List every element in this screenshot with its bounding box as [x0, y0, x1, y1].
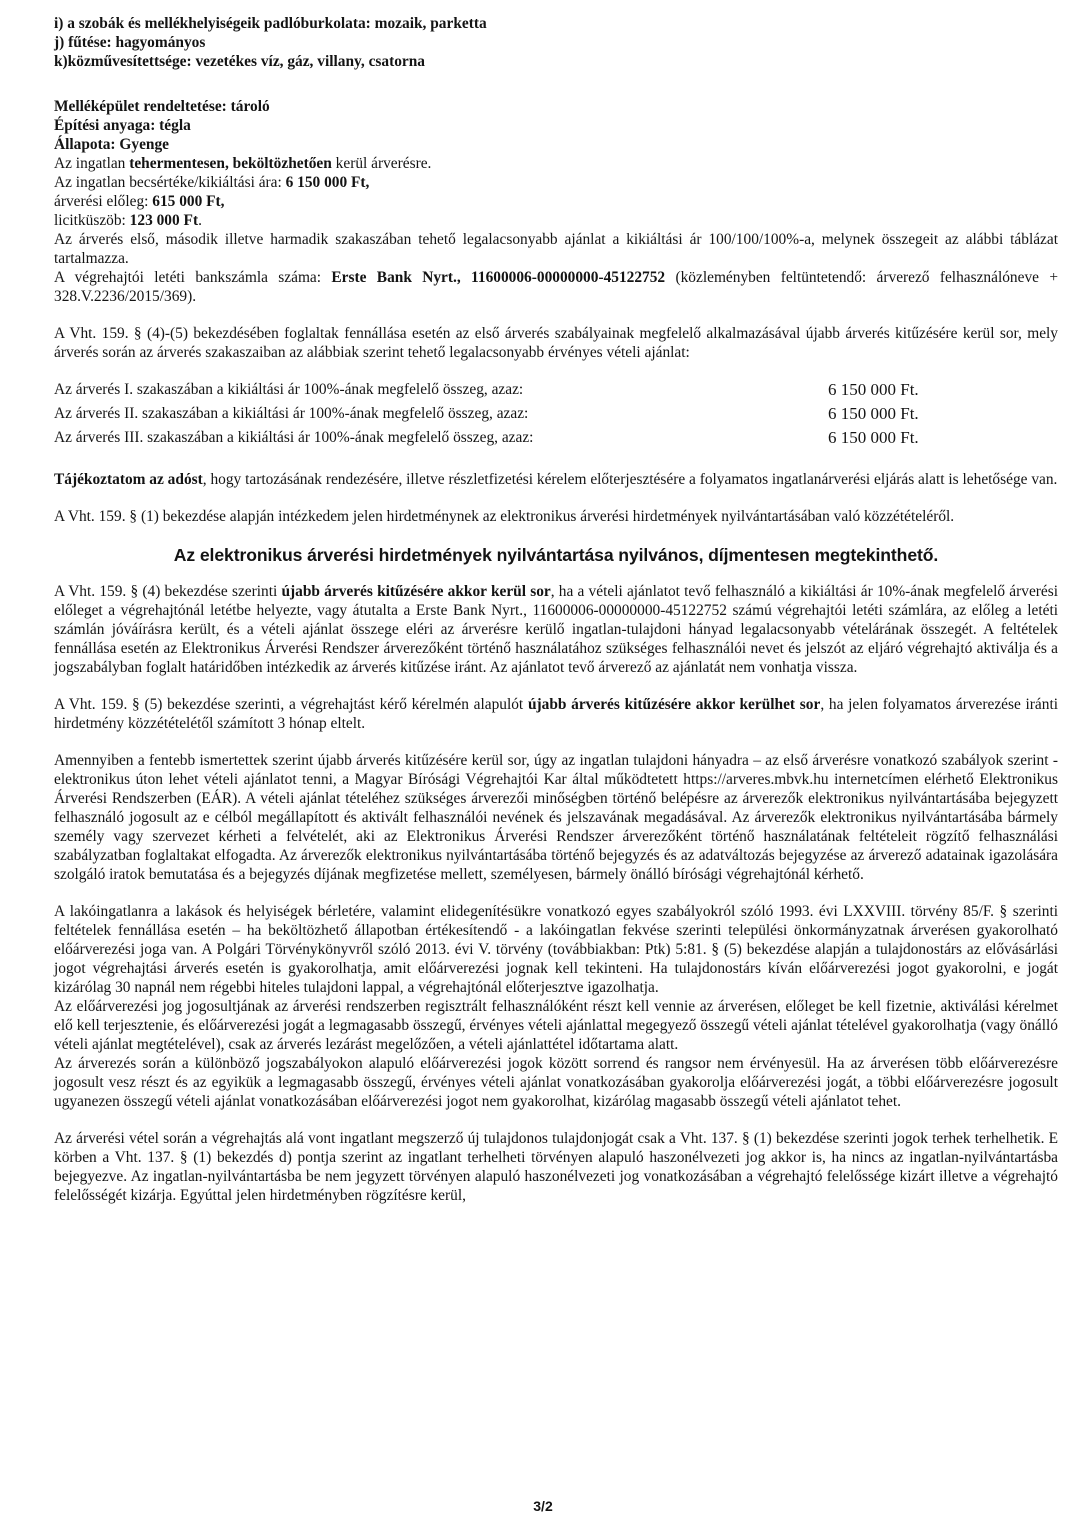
encumbrance-paragraph: Az árverési vétel során a végrehajtás alá vont ingatlant megszerző új tulajdonos tulajdonjogát csak a Vht. 137. § (1) bekezdése szerinti jogok terhek terhelhetik. E körben a Vht. 137. § (1) bekezdés d) pontja szerint az ingatlant terhelheti törvényen alapuló haszonélvezeti jog akkor is, ha nincs az ingatlan-nyilvántartásba bejegyezve. Az ingatlan-nyilvántartásba be nem jegyzett törvényen alapuló haszonélvezeti jog vonatkozásában a végrehajtó felelőssége kizárt illetve a végrehajtó felelősségét kizárja. Egyúttal jelen hirdetményben rögzítésre kerül, — [54, 1130, 1058, 1204]
new-auction-paragraph: A Vht. 159. § (4)-(5) bekezdésében foglaltak fennállása esetén az első árverés szabályainak megfelelő alkalmazásával újabb árverés kitűzésére kerül sor, mely árverés során az árverés szakaszaiban az alábbiak szerint tehető legalacsonyabb érvényes vételi ajánlat: — [54, 325, 1058, 361]
ranking-paragraph: Az árverezés során a különböző jogszabályokon alapuló előárverezési jogok között sorrend és rangsor nem érvényesül. Ha az árverésen több előárverezésre jogosult vesz részt és az egyikük a legmagasabb összegű, érvényes vételi ajánlat vonatkozásában gyakorolja előárverezési jogát, a többi előárverezésre jogosult ugyanezen összegű vételi ajánlat vonatkozásában előárverezési jogot nem gyakorolhat, kizárólag magasabb összegű vételi ajánlatot tehet. — [54, 1055, 1058, 1110]
ear-paragraph: Amennyiben a fentebb ismertettek szerint újabb árverés kitűzésére kerül sor, úgy az ingatlan tulajdoni hányadra – az első árverésre vonatkozó szabályok szerint - elektronikus úton lehet vételi ajánlatot tenni, a Magyar Bírósági Végrehajtói Kar által működtetett https://arveres.mbvk.hu internetcímen elérhető Elektronikus Árverési Rendszerben (EÁR). A vételi ajánlat tételéhez szükséges árverezői minőségben történő belépésre az árverezők elektronikus nyilvántartásába bejegyzett felhasználó jogosult az e célból megállapított és aktivált felhasználói nevének és jelszavának megadásával. Az árverezők elektronikus nyilvántartásába bármely személy vagy szervezet kérheti a felvételét, aki az Elektronikus Árverési Rendszer árverezőként történő használatának feltételeit rögzítő felhasználási szabályzatban foglaltakat elfogadta. Az árverezők elektronikus nyilvántartásába történő bejegyzés és az adatváltozás bejegyzése az árverező adatainak igazolására szolgáló iratok bemutatása és a bejegyzés díjának megfizetése mellett, személyesen, bármely önálló bírósági végrehajtónál kérhető. — [54, 752, 1058, 883]
registry-heading: Az elektronikus árverési hirdetmények nyilvántartása nyilvános, díjmentesen megtekinthető. — [173, 545, 939, 565]
stages-table — [54, 380, 1058, 452]
debtor-notice: Tájékoztatom az adóst, hogy tartozásának rendezésére, illetve részletfizetési kérelem előterjesztésére a folyamatos ingatlanárverési eljárás alatt is lehetősége van. — [54, 471, 1058, 488]
sale-status: Az ingatlan tehermentesen, beköltözhetően kerül árverésre. — [54, 155, 432, 172]
stage-amount: 6 150 000 Ft. — [828, 404, 919, 423]
stages-intro: Az árverés első, második illetve harmadik szakaszában tehető legalacsonyabb ajánlat a kikiáltási ár 100/100/100%-a, melynek összegeit az alábbi táblázat tartalmazza. — [54, 231, 1058, 267]
publication-paragraph: A Vht. 159. § (1) bekezdése alapján intézkedem jelen hirdetménynek az elektronikus árverési hirdetmények nyilvántartásában való közzétételéről. — [54, 508, 955, 525]
outbuilding-purpose: Melléképület rendeltetése: tároló — [54, 98, 270, 115]
stage-amount: 6 150 000 Ft. — [828, 380, 919, 399]
stage-row — [54, 428, 1058, 452]
bank-account-line: A végrehajtói letéti bankszámla száma: Erste Bank Nyrt., 11600006-00000000-45122752 (közleményben feltüntetendő: árverező felhasználóneve + 328.V.2236/2015/369). — [54, 269, 1059, 305]
outbuilding-material: Építési anyaga: tégla — [54, 117, 191, 134]
stage-label: Az árverés II. szakaszában a kikiáltási ár 100%-ának megfelelő összeg, azaz: — [54, 405, 529, 422]
preemption-paragraph: Az előárverezési jog jogosultjának az árverési rendszerben regisztrált felhasználóként részt kell vennie az árverésen, előleget be kell fizetnie, aktiválási kérelmet elő kell terjesztenie, és előárverezési jogát a legmagasabb összegű, érvényes vételi ajánlattal megegyező összegű vételi ajánlat tételével gyakorolhatja (vagy önálló vételi ajánlat megtételével), csak az árverés lezárást megelőzően, a vételi ajánlattétel időtartama alatt. — [54, 998, 1058, 1053]
heating-line: j) fűtése: hagyományos — [54, 34, 206, 51]
stage-row — [54, 404, 1058, 428]
floor-line: i) a szobák és mellékhelyiségeik padlóburkolata: mozaik, parketta — [54, 15, 487, 32]
utilities-line: k)közművesítettsége: vezetékes víz, gáz, villany, csatorna — [54, 53, 425, 70]
housing-law-paragraph: A lakóingatlanra a lakások és helyiségek bérletére, valamint elidegenítésükre vonatkozó egyes szabályokról szóló 1993. évi LXXVIII. törvény 85/F. § szerinti feltételek fennállása esetén – ha beköltözhető állapotban értékesítendő - a lakóingatlan fekvése szerinti települési önkormányzatnak árverésen gyakorolható előárverezési joga van. A Polgári Törvénykönyvről szóló 2013. évi V. törvény (továbbiakban: Ptk) 5:81. § (5) bekezdése alapján a tulajdonostárs az elővásárlási jogot végrehajtási árverés esetén is gyakorolhatja, amit előárverezési jognak kell tekinteni. Ha tulajdonostárs kíván előárverezési jogot gyakorolni, e jogát kizárólag 30 napnál nem régebbi hiteles tulajdoni lappal, a végrehajtónál előterjesztve igazolhatja. — [54, 903, 1058, 996]
document-page — [54, 14, 1058, 1205]
page-number: 3/2 — [533, 1498, 553, 1514]
vht-159-4-paragraph: A Vht. 159. § (4) bekezdése szerinti újabb árverés kitűzésére akkor kerül sor, ha a vételi ajánlatot tevő felhasználó a kikiáltási ár 10%-ának megfelelő árverési előleget a végrehajtónál letétbe helyezte, vagy átutalta a Erste Bank Nyrt., 11600006-00000000-45122752 számú végrehajtói letéti számlára, az előleg a letéti számlán jóváírásra került, és a vételi ajánlat összege eléri az árverésre kerülő ingatlan-tulajdoni hányad legalacsonyabb vételárának összegét. A feltételek fennállása esetén az Elektronikus Árverési Rendszer árverezőként történő használatához szükséges felhasználói nevet és jelszót az eljáró végrehajtó aktiválja és a jogszabályban foglalt határidőben intézkedik az árverés kitűzése iránt. Az ajánlatot tevő árverező az ajánlatát nem vonhatja vissza. — [54, 583, 1058, 676]
bid-step-line: licitküszöb: 123 000 Ft. — [54, 212, 202, 229]
stage-label: Az árverés I. szakaszában a kikiáltási ár 100%-ának megfelelő összeg, azaz: — [54, 381, 524, 398]
outbuilding-condition: Állapota: Gyenge — [54, 136, 169, 153]
deposit-line: árverési előleg: 615 000 Ft, — [54, 193, 225, 210]
vht-159-5-paragraph: A Vht. 159. § (5) bekezdése szerinti, a végrehajtást kérő kérelmén alapulót újabb árverés kitűzésére akkor kerülhet sor, ha jelen folyamatos árverezése iránti hirdetmény közzétételétől számított 3 hónap eltelt. — [54, 696, 1059, 732]
stage-row — [54, 380, 1058, 404]
price-line: Az ingatlan becsértéke/kikiáltási ára: 6 150 000 Ft, — [54, 174, 370, 191]
stage-label: Az árverés III. szakaszában a kikiáltási ár 100%-ának megfelelő összeg, azaz: — [54, 429, 534, 446]
stage-amount: 6 150 000 Ft. — [828, 428, 919, 447]
